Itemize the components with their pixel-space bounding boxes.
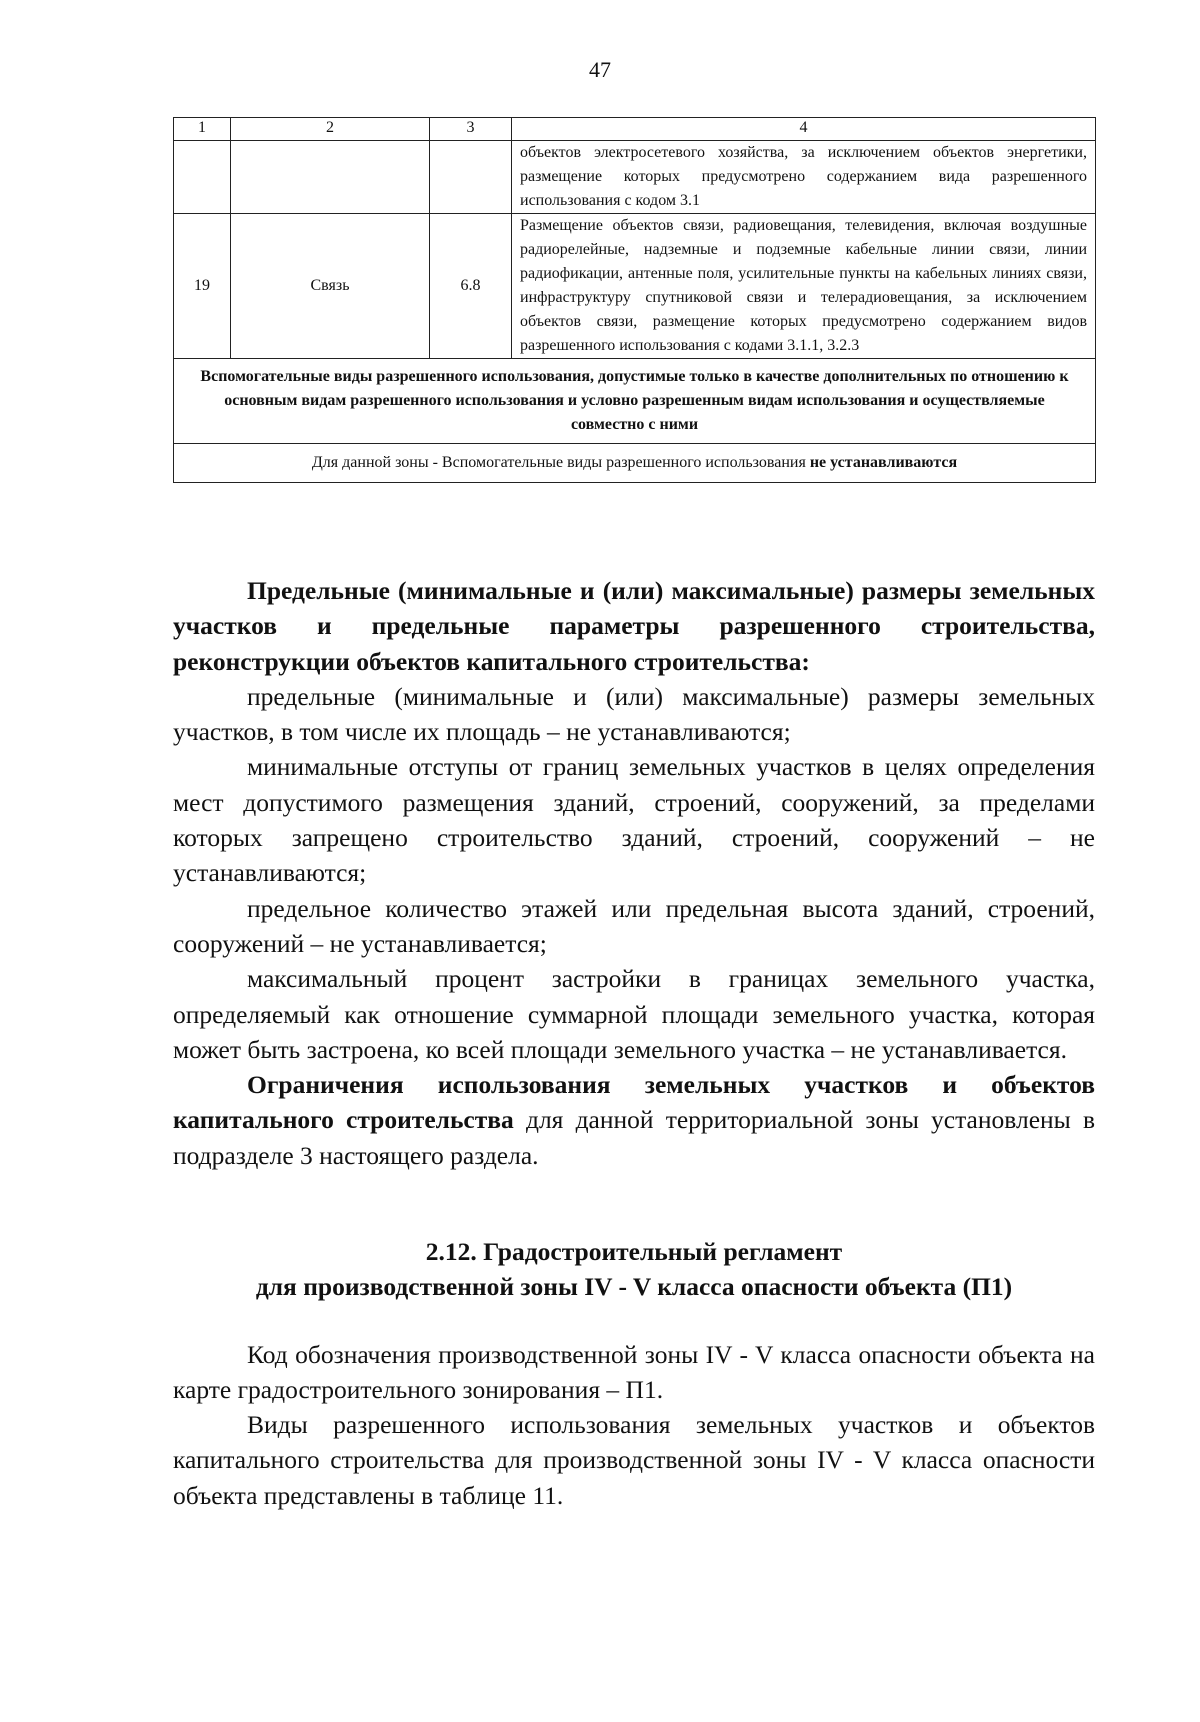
cell-description: Размещение объектов связи, радиовещания, телевидения, включая воздушные радиорелейные, надземные и подземные кабельные линии связи, линии радиофикации, антенные поля, усилительные пункты на кабельных линиях связи, инфраструктуру спутниковой связи и телерадиовещания, за исключением объектов связи, размещение которых предусмотрено содержанием видов разрешенного использования с кодами 3.1.1, 3.2.3: [512, 214, 1096, 359]
limits-paragraph-2: минимальные отступы от границ земельных участков в целях определения мест допустимого размещения зданий, строений, сооружений, за пределами которых запрещено строительство зданий, строений, сооружений – не устанавливаются;: [173, 752, 1095, 888]
section-title-1-text: 2.12. Градостроительный регламент: [425, 1237, 843, 1266]
cell-use-name: Связь: [231, 214, 430, 359]
table-row-19: [174, 214, 1096, 359]
col-header-4: 4: [512, 118, 1096, 141]
section-title-line-2: [173, 1269, 1095, 1304]
aux-note-bold: не устанавливаются: [809, 454, 958, 471]
section-2-12: [173, 1234, 1095, 1513]
limits-paragraph-4: максимальный процент застройки в границах земельного участка, определяемый как отношение суммарной площади земельного участка, которая может быть застроена, ко всей площади земельного участка – не устанавливается.: [173, 964, 1095, 1064]
cell-use-code: 6.8: [430, 214, 512, 359]
section-title-line-1: [173, 1234, 1095, 1269]
aux-uses-note: [174, 444, 1096, 483]
limits-heading: [173, 573, 1095, 679]
restrictions-text: для данной территориальной зоны установлены в подразделе 3 настоящего раздела.: [173, 1105, 1095, 1170]
col-header-3: 3: [430, 118, 512, 141]
limits-paragraph-3: предельное количество этажей или предельная высота зданий, строений, сооружений – не устанавливается;: [173, 893, 1095, 958]
restrictions-bold: Ограничения использования земельных участков и объектов капитального строительства: [173, 1070, 1095, 1135]
cell-empty: [231, 141, 430, 214]
cell-empty: [430, 141, 512, 214]
land-use-table: [173, 117, 1096, 483]
col-header-1: 1: [174, 118, 231, 141]
section-title-2-text: для производственной зоны IV - V класса опасности объекта (П1): [255, 1272, 1013, 1302]
limits-paragraph-1: предельные (минимальные и (или) максимальные) размеры земельных участков, в том числе их площадь – не устанавливаются;: [173, 681, 1095, 747]
aux-uses-heading: Вспомогательные виды разрешенного использования, допустимые только в качестве дополнительных по отношению к основным видам разрешенного использования и условно разрешенным видам использования и осуществляемые совместно с ними: [174, 359, 1096, 444]
limits-section: [173, 573, 1095, 1173]
page-number: 47: [589, 57, 611, 82]
table-header-row: [174, 118, 1096, 141]
col-header-2: 2: [231, 118, 430, 141]
section-paragraph-2: Виды разрешенного использования земельных участков и объектов капитального строительства для производственной зоны IV - V класса опасности объекта представлены в таблице 11.: [173, 1410, 1095, 1510]
cell-empty: [174, 141, 231, 214]
restrictions-paragraph: [173, 1067, 1095, 1173]
aux-header-row: [174, 359, 1096, 444]
cell-number: 19: [174, 214, 231, 359]
section-paragraph-1: Код обозначения производственной зоны IV - V класса опасности объекта на карте градостроительного зонирования – П1.: [173, 1339, 1095, 1404]
limits-heading-text: Предельные (минимальные и (или) максимальные) размеры земельных участков и предельные параметры разрешенного строительства, реконструкции объектов капитального строительства:: [173, 576, 1095, 676]
aux-note-row: [174, 444, 1096, 483]
cell-description: объектов электросетевого хозяйства, за исключением объектов энергетики, размещение которых предусмотрено содержанием вида разрешенного использования с кодом 3.1: [512, 141, 1096, 214]
table-row-continued: [174, 141, 1096, 214]
aux-note-text: Для данной зоны - Вспомогательные виды разрешенного использования: [311, 454, 810, 471]
